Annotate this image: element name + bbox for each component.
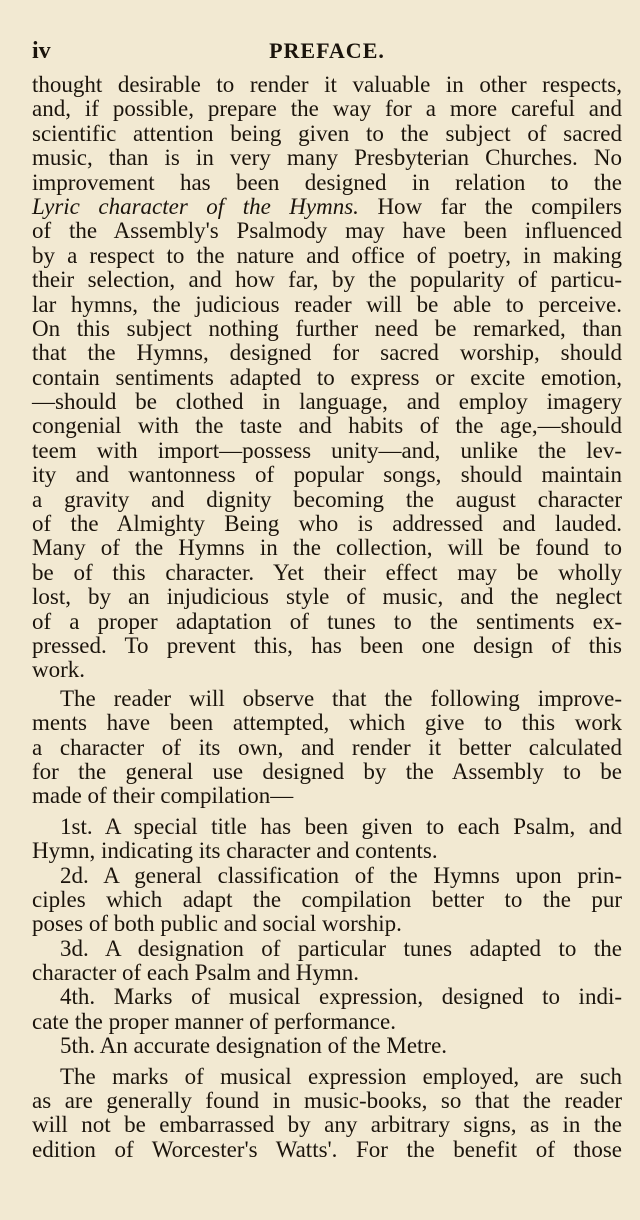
text-line: lar hymns, the judicious reader will be able to perceive. — [32, 291, 622, 317]
list-item-2d — [32, 864, 622, 937]
text-line-italic: Lyric character of the Hymns. How far the compilers — [32, 193, 623, 219]
text-line: as are generally found in music-books, so that the reader — [32, 1088, 622, 1114]
text-line: ity and wantonness of popular songs, should maintain — [32, 462, 622, 488]
text-line: 1st. A special title has been given to each Psalm, and — [60, 813, 622, 839]
text-line: and, if possible, prepare the way for a more careful and — [32, 96, 622, 122]
text-line: The reader will observe that the following improve- — [60, 685, 622, 711]
text-line: teem with import—possess unity—and, unlike the lev- — [32, 437, 622, 463]
paragraph-continuation — [32, 73, 622, 683]
text-line: work. — [32, 657, 86, 683]
text-line: a gravity and dignity becoming the august character — [32, 486, 622, 512]
text-line: that the Hymns, designed for sacred worship, should — [32, 340, 622, 366]
text-line: character of each Psalm and Hymn. — [32, 960, 359, 986]
list-item-5th — [32, 1034, 622, 1058]
text-line: 2d. A general classification of the Hymns upon prin- — [60, 862, 622, 888]
text-line: be of this character. Yet their effect may be wholly — [32, 559, 622, 585]
running-head — [32, 38, 622, 68]
text-line: congenial with the taste and habits of the age,—should — [32, 413, 622, 439]
italic-phrase: Lyric character of the Hymns. — [32, 193, 359, 219]
text-line: On this subject nothing further need be remarked, than — [32, 315, 622, 341]
text-line: contain sentiments adapted to express or excite emotion, — [32, 364, 622, 390]
page-number: iv — [32, 38, 51, 64]
text-line: of the Almighty Being who is addressed and lauded. — [32, 511, 622, 537]
text-line: The marks of musical expression employed, are such — [60, 1063, 622, 1089]
paragraph-musical-marks — [32, 1065, 622, 1163]
running-title: PREFACE. — [269, 38, 385, 63]
list-item-4th — [32, 985, 622, 1034]
text-line: pressed. To prevent this, has been one design of this — [32, 632, 622, 658]
preface-body — [32, 73, 622, 1162]
text-line: lost, by an injudicious style of music, and the neglect — [32, 584, 622, 610]
text-line: poses of both public and social worship. — [32, 911, 402, 937]
text-line: Many of the Hymns in the collection, will be found to — [32, 535, 622, 561]
text-line: will not be embarrassed by any arbitrary signs, as in the — [32, 1112, 622, 1138]
text-line: ments have been attempted, which give to this work — [32, 710, 622, 736]
text-line: their selection, and how far, by the popularity of particu- — [32, 267, 622, 293]
text-line: improvement has been designed in relation to the — [32, 169, 622, 195]
list-item-1st — [32, 815, 622, 864]
text-line: made of their compilation— — [32, 783, 294, 809]
text-line: Hymn, indicating its character and contents. — [32, 838, 438, 864]
text-line: of the Assembly's Psalmody may have been influenced — [32, 218, 622, 244]
text-line: a character of its own, and render it better calculated — [32, 734, 622, 760]
text-line: music, than is in very many Presbyterian Churches. No — [32, 145, 622, 171]
text-line: 3d. A designation of particular tunes adapted to the — [60, 935, 622, 961]
text-line: of a proper adaptation of tunes to the sentiments ex- — [32, 608, 622, 634]
text-line: 4th. Marks of musical expression, designed to indi- — [60, 984, 622, 1010]
text-line: by a respect to the nature and office of poetry, in making — [32, 242, 622, 268]
text-line: ciples which adapt the compilation better to the pur — [32, 886, 622, 912]
text-line: 5th. An accurate designation of the Metre. — [60, 1033, 448, 1059]
paragraph-improvements-intro — [32, 687, 622, 809]
text-line: cate the proper manner of performance. — [32, 1008, 396, 1034]
text-line: scientific attention being given to the subject of sacred — [32, 120, 622, 146]
text-line: thought desirable to render it valuable in other respects, — [32, 72, 622, 97]
text-line: edition of Worcester's Watts'. For the benefit of those — [32, 1136, 622, 1162]
list-item-3d — [32, 937, 622, 986]
text-line: —should be clothed in language, and employ imagery — [32, 389, 622, 415]
text-line: for the general use designed by the Assembly to be — [32, 758, 622, 784]
